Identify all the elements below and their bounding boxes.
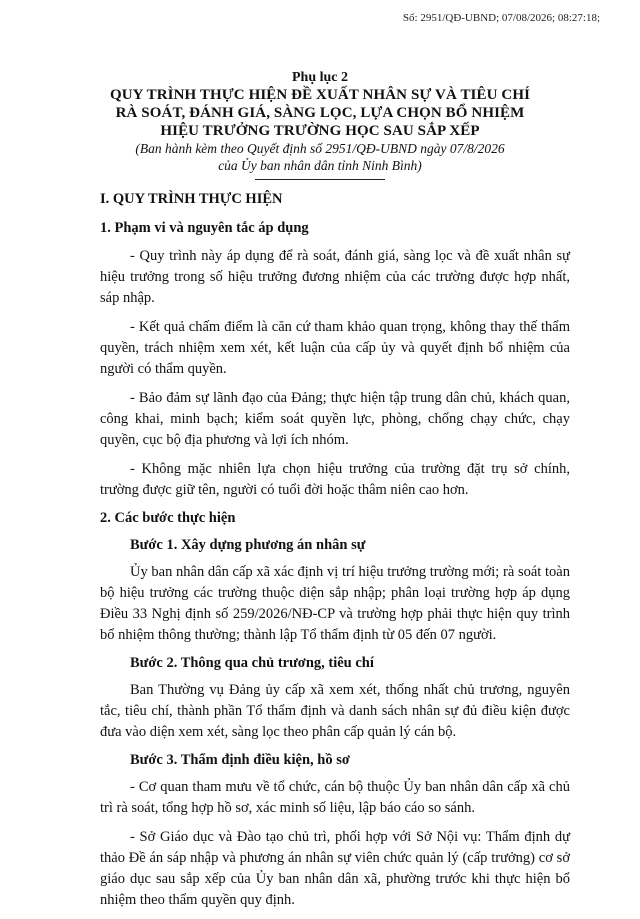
paragraph: - Kết quả chấm điểm là căn cứ tham khảo quan trọng, không thay thế thẩm quyền, trách nhiệm xem xét, kết luận của cấp ủy và quyết định bổ nhiệm của người có thẩm quyền.: [100, 319, 570, 377]
paragraph: - Quy trình này áp dụng để rà soát, đánh giá, sàng lọc và đề xuất nhân sự hiệu trưởng trong số hiệu trưởng đương nhiệm của các trường được hợp nhất, sáp nhập.: [100, 248, 570, 306]
subtitle-line-2: của Ủy ban nhân dân tỉnh Ninh Bình): [218, 158, 422, 173]
paragraph: - Cơ quan tham mưu về tổ chức, cán bộ thuộc Ủy ban nhân dân cấp xã chủ trì rà soát, tổng hợp hồ sơ, xác minh số liệu, lập báo cáo so sánh.: [100, 779, 570, 816]
subtitle-line-1: (Ban hành kèm theo Quyết định số 2951/QĐ-UBND ngày 07/8/2026: [135, 141, 505, 156]
step-3-heading: Bước 3. Thẩm định điều kiện, hồ sơ: [130, 752, 350, 768]
paragraph: - Bảo đảm sự lãnh đạo của Đảng; thực hiện tập trung dân chủ, khách quan, công khai, minh bạch; kiểm soát quyền lực, phòng, chống chạy chức, chạy quyền, cục bộ địa phương và lợi ích nhóm.: [100, 390, 570, 448]
subsection-heading-steps: 2. Các bước thực hiện: [100, 510, 236, 526]
paragraph: - Sở Giáo dục và Đào tạo chủ trì, phối hợp với Sở Nội vụ: Thẩm định dự thảo Đề án sáp nhập và phương án nhân sự viên chức quản lý (cấp trưởng) cơ sở giáo dục sau sắp xếp của Ủy ban nhân dân xã, phường trước khi thực hiện bổ nhiệm theo thẩm quyền quy định.: [100, 829, 570, 908]
step-1-heading: Bước 1. Xây dựng phương án nhân sự: [130, 537, 366, 553]
document-title-line-2: RÀ SOÁT, ĐÁNH GIÁ, SÀNG LỌC, LỰA CHỌN BỔ NHIỆM: [115, 105, 525, 121]
document-body: [100, 190, 570, 919]
document-title-line-1: QUY TRÌNH THỰC HIỆN ĐỀ XUẤT NHÂN SỰ VÀ TIÊU CHÍ: [109, 87, 531, 103]
document-title-line-3: HIỆU TRƯỞNG TRƯỜNG HỌC SAU SẮP XẾP: [160, 123, 480, 139]
appendix-label: Phụ lục 2: [291, 70, 348, 85]
section-heading: I. QUY TRÌNH THỰC HIỆN: [100, 191, 283, 207]
step-2-heading: Bước 2. Thông qua chủ trương, tiêu chí: [130, 655, 374, 671]
subsection-heading-scope: 1. Phạm vi và nguyên tắc áp dụng: [100, 220, 309, 236]
document-reference: Số: 2951/QĐ-UBND; 07/08/2026; 08:27:18;: [402, 12, 600, 24]
paragraph: Ủy ban nhân dân cấp xã xác định vị trí hiệu trưởng trường mới; rà soát toàn bộ hiệu trưởng các trường thuộc diện sắp nhập; phân loại trường hợp áp dụng Điều 33 Nghị định số 259/2026/NĐ-CP và trường hợp phải thực hiện quy trình bổ nhiệm thông thường; thành lập Tổ thẩm định từ 05 đến 07 người.: [100, 564, 570, 643]
paragraph: - Không mặc nhiên lựa chọn hiệu trưởng của trường đặt trụ sở chính, trường được giữ tên, người có tuổi đời hoặc thâm niên cao hơn.: [100, 461, 570, 498]
title-divider: [255, 179, 385, 180]
title-block: [100, 70, 540, 180]
paragraph: Ban Thường vụ Đảng ủy cấp xã xem xét, thống nhất chủ trương, nguyên tắc, tiêu chí, thành phần Tổ thẩm định và danh sách nhân sự đủ điều kiện được đưa vào diện xem xét, sàng lọc theo phân cấp quản lý cán bộ.: [100, 682, 570, 740]
